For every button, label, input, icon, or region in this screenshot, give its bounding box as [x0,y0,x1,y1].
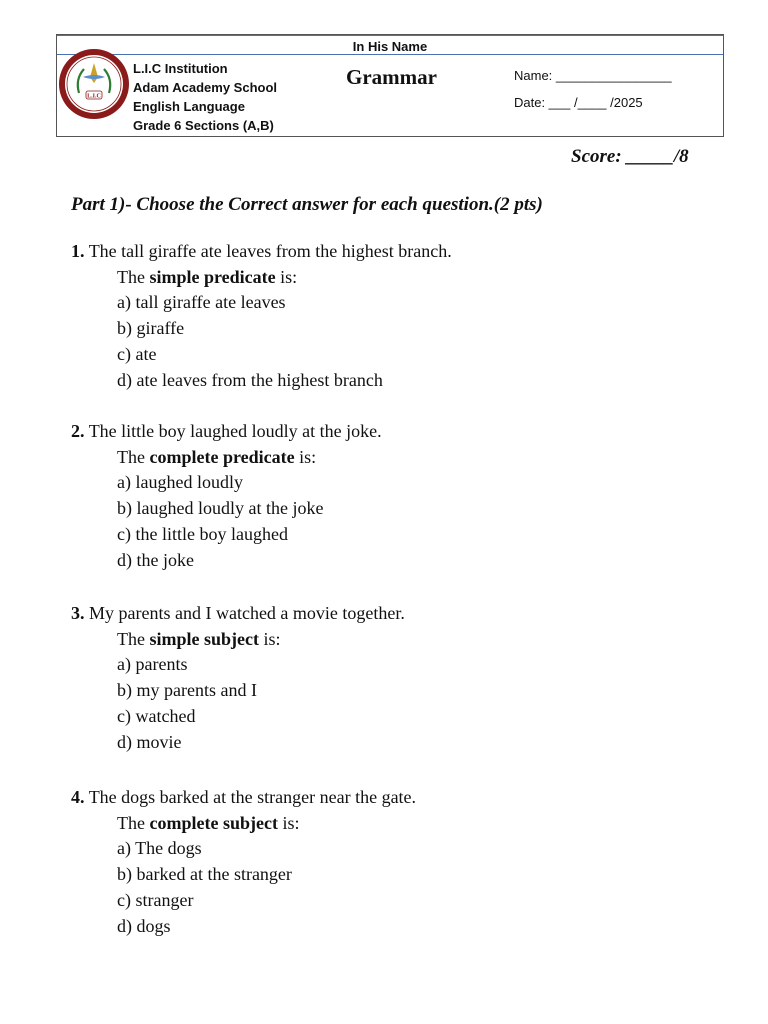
question-number: 2. [71,421,85,441]
student-meta [514,62,672,116]
prompt-suffix: is: [277,812,300,833]
prompt-suffix: is: [258,628,281,649]
header-top-rule [57,35,723,36]
question-prompt [71,811,416,837]
question-sentence: The dogs barked at the stranger near the gate. [88,787,417,807]
question-sentence: My parents and I watched a movie together. [89,603,405,623]
option-b[interactable]: b) giraffe [117,318,185,339]
option-b[interactable]: b) barked at the stranger [117,864,292,885]
question-2 [71,419,382,573]
question-prompt [71,445,382,471]
name-field[interactable]: Name: ________________ [514,68,672,83]
header-divider [57,54,723,55]
part-heading: Part 1)- Choose the Correct answer for each question.(2 pts) [71,194,543,215]
question-4 [71,785,416,939]
question-3 [71,601,405,755]
header-top-label: In His Name [352,39,428,54]
school-line-institution: L.I.C Institution [133,61,228,76]
option-a[interactable]: a) parents [117,654,188,675]
option-d[interactable]: d) movie [117,731,182,752]
question-stem [71,419,382,445]
option-c[interactable]: c) stranger [117,889,194,910]
prompt-keyword: complete predicate [149,446,295,467]
question-number: 1. [71,241,85,261]
question-stem [71,601,405,627]
question-1 [71,239,452,393]
school-line-school: Adam Academy School [133,80,278,95]
option-a[interactable]: a) tall giraffe ate leaves [117,292,286,313]
option-b[interactable]: b) my parents and I [117,680,257,701]
school-logo [57,47,131,121]
question-stem [71,785,416,811]
prompt-prefix: The [117,812,150,833]
option-c[interactable]: c) watched [117,705,196,726]
option-d[interactable]: d) the joke [117,549,194,570]
prompt-prefix: The [117,446,150,467]
option-c[interactable]: c) ate [117,343,157,364]
prompt-prefix: The [117,628,150,649]
option-b[interactable]: b) laughed loudly at the joke [117,498,324,519]
question-number: 4. [71,787,85,807]
score-label: Score: _____/8 [571,146,689,167]
question-sentence: The little boy laughed loudly at the joke. [88,421,382,441]
header-box [56,34,724,137]
date-field[interactable]: Date: ___ /____ /2025 [514,95,643,110]
question-prompt [71,627,405,653]
prompt-keyword: simple subject [149,628,259,649]
school-info [133,59,277,135]
question-stem [71,239,452,265]
logo-text: L.I.C [87,93,101,100]
question-prompt [71,265,452,291]
prompt-keyword: simple predicate [149,266,276,287]
prompt-keyword: complete subject [149,812,278,833]
question-number: 3. [71,603,85,623]
question-sentence: The tall giraffe ate leaves from the highest branch. [88,241,452,261]
prompt-suffix: is: [275,266,298,287]
option-a[interactable]: a) laughed loudly [117,472,243,493]
prompt-suffix: is: [294,446,317,467]
school-line-subject: English Language [133,99,245,114]
option-c[interactable]: c) the little boy laughed [117,523,288,544]
option-d[interactable]: d) dogs [117,915,171,936]
prompt-prefix: The [117,266,150,287]
worksheet-title: Grammar [346,65,437,89]
option-a[interactable]: a) The dogs [117,838,202,859]
school-line-grade: Grade 6 Sections (A,B) [133,118,274,133]
option-d[interactable]: d) ate leaves from the highest branch [117,369,383,390]
